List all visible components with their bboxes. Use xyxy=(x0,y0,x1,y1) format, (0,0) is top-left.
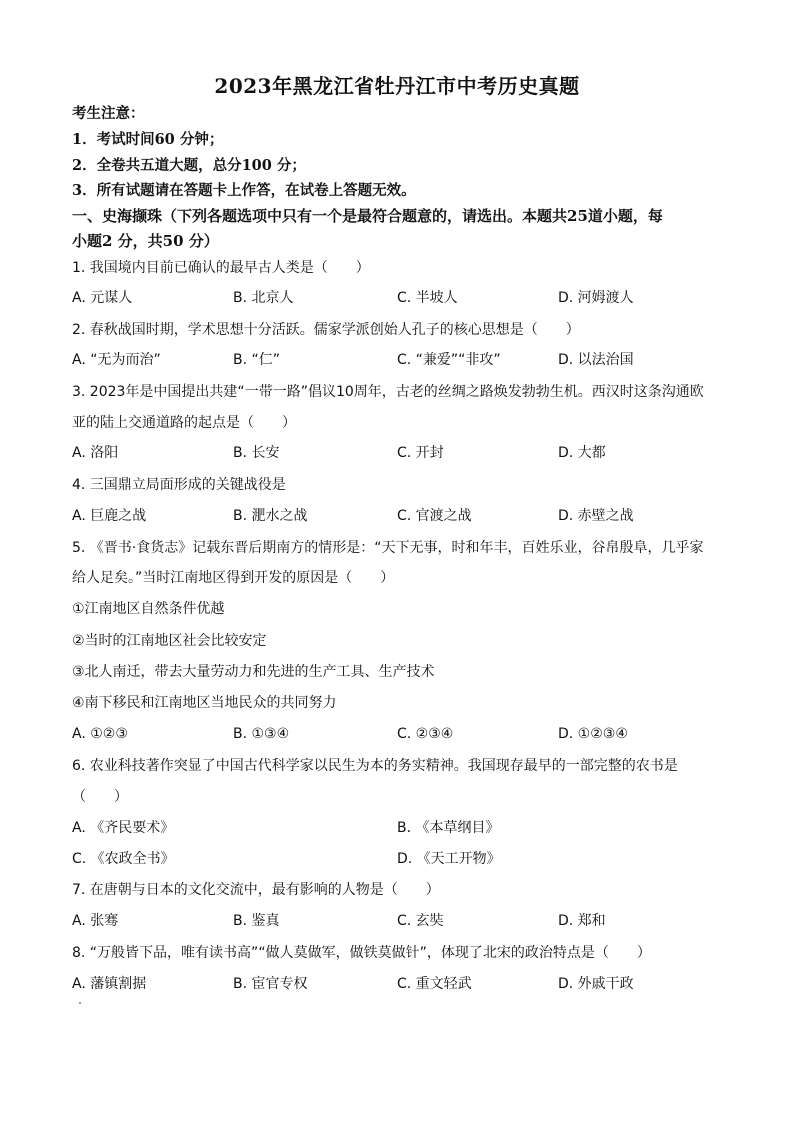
option-a: A. 张骞 xyxy=(72,913,119,929)
stray-mark xyxy=(79,1002,81,1004)
section-heading-cont: 小题2 分，共50 分） xyxy=(72,232,219,250)
option-d: D. 赤壁之战 xyxy=(558,508,634,524)
option-d: D. 河姆渡人 xyxy=(558,290,634,306)
option-c: C. 官渡之战 xyxy=(397,508,472,524)
notice-item: 3．所有试题请在答题卡上作答，在试卷上答题无效。 xyxy=(72,182,416,199)
notice-item: 2．全卷共五道大题，总分100 分； xyxy=(72,157,306,174)
option-a: A. ①②③ xyxy=(72,726,128,742)
option-d: D. ①②③④ xyxy=(558,726,628,742)
statement-4: ④南下移民和江南地区当地民众的共同努力 xyxy=(72,695,337,711)
question-stem: 7. 在唐朝与日本的文化交流中，最有影响的人物是（ ） xyxy=(72,882,440,898)
question-stem: 1. 我国境内目前已确认的最早古人类是（ ） xyxy=(72,260,370,276)
notice-item: 1．考试时间60 分钟； xyxy=(72,131,224,148)
option-c: C. 玄奘 xyxy=(397,913,444,929)
question-stem-cont: 给人足矣。”当时江南地区得到开发的原因是（ ） xyxy=(72,570,395,586)
question-stem: 2. 春秋战国时期，学术思想十分活跃。儒家学派创始人孔子的核心思想是（ ） xyxy=(72,322,580,338)
question-stem: 4. 三国鼎立局面形成的关键战役是 xyxy=(72,477,286,493)
question-stem-cont: （ ） xyxy=(72,789,128,805)
option-c: C. “兼爱”“非攻” xyxy=(397,352,501,368)
section-heading: 一、史海撷珠（下列各题选项中只有一个是最符合题意的，请选出。本题共25道小题，每 xyxy=(72,207,663,225)
option-b: B. ①③④ xyxy=(233,726,290,742)
option-c: C. ②③④ xyxy=(397,726,454,742)
statement-1: ①江南地区自然条件优越 xyxy=(72,601,225,617)
option-a: A. 藩镇割据 xyxy=(72,976,147,992)
option-b: B. 宦官专权 xyxy=(233,976,308,992)
statement-2: ②当时的江南地区社会比较安定 xyxy=(72,633,267,649)
option-c: C. 半坡人 xyxy=(397,290,458,306)
option-c: C. 开封 xyxy=(397,445,444,461)
option-d: D. 郑和 xyxy=(558,913,606,929)
option-b: B. 淝水之战 xyxy=(233,508,308,524)
option-c: C. 《农政全书》 xyxy=(72,851,175,867)
option-d: D. 外戚干政 xyxy=(558,976,634,992)
option-d: D. 以法治国 xyxy=(558,352,634,368)
option-b: B. “仁” xyxy=(233,352,281,368)
option-a: A. 巨鹿之战 xyxy=(72,508,147,524)
notice-heading: 考生注意： xyxy=(72,105,145,122)
option-b: B. 北京人 xyxy=(233,290,294,306)
option-b: B. 鉴真 xyxy=(233,913,280,929)
option-b: B. 长安 xyxy=(233,445,280,461)
option-c: C. 重文轻武 xyxy=(397,976,472,992)
option-a: A. 洛阳 xyxy=(72,445,119,461)
option-a: A. 元谋人 xyxy=(72,290,133,306)
question-stem: 8. “万般皆下品，唯有读书高”“做人莫做军，做铁莫做针”，体现了北宋的政治特点是（ ） xyxy=(72,945,651,961)
option-a: A. 《齐民要术》 xyxy=(72,820,175,836)
page-title: 2023年黑龙江省牡丹江市中考历史真题 xyxy=(214,74,580,98)
option-d: D. 《天工开物》 xyxy=(397,851,501,867)
question-stem: 6. 农业科技著作突显了中国古代科学家以民生为本的务实精神。我国现存最早的一部完整的农书是 xyxy=(72,758,678,774)
question-stem-cont: 亚的陆上交通道路的起点是（ ） xyxy=(72,415,296,431)
option-d: D. 大都 xyxy=(558,445,606,461)
question-stem: 5. 《晋书·食货志》记载东晋后期南方的情形是：“天下无事，时和年丰，百姓乐业，谷帛殷阜，几乎家 xyxy=(72,540,704,556)
question-stem: 3. 2023年是中国提出共建“一带一路”倡议10周年，古老的丝绸之路焕发勃勃生机。西汉时这条沟通欧 xyxy=(72,384,704,400)
option-b: B. 《本草纲目》 xyxy=(397,820,500,836)
option-a: A. “无为而治” xyxy=(72,352,161,368)
statement-3: ③北人南迁，带去大量劳动力和先进的生产工具、生产技术 xyxy=(72,664,435,680)
